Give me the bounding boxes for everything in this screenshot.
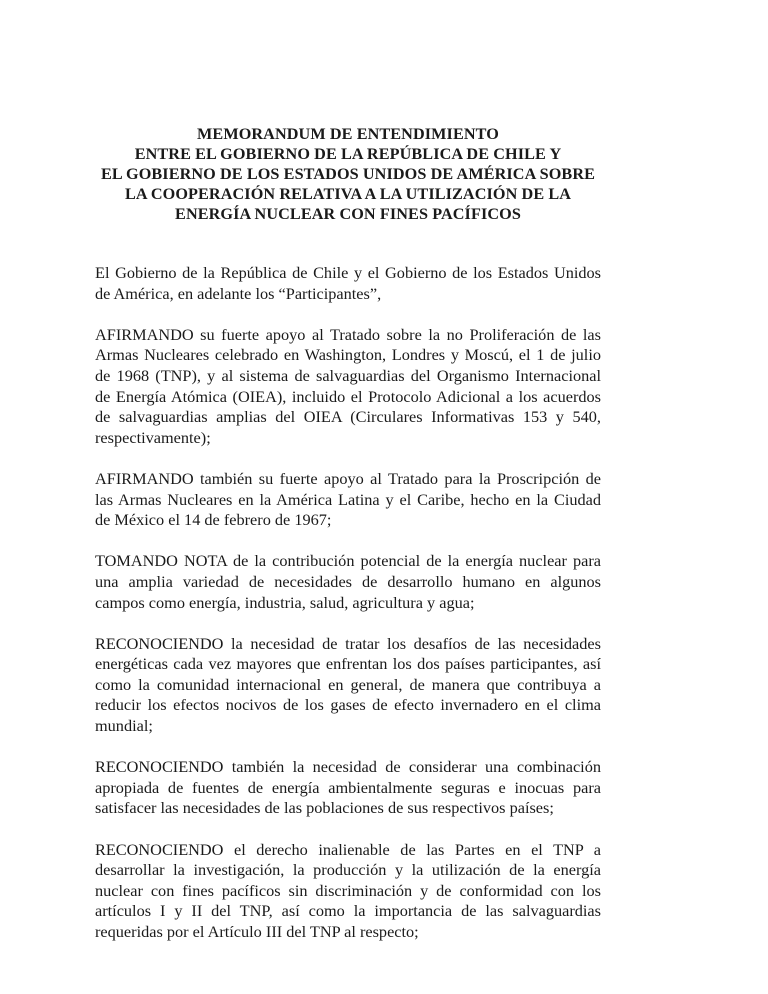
text-line: de Energía Atómica (OIEA), incluido el Protocolo Adicional a los acuerdos — [95, 386, 601, 406]
document-body — [95, 263, 601, 963]
text-line: TOMANDO NOTA de la contribución potencial de la energía nuclear para — [95, 551, 601, 571]
paragraph-reconociendo-derecho — [95, 840, 601, 943]
text-line: artículos I y II del TNP, así como la importancia de las salvaguardias — [95, 901, 601, 921]
document-title — [95, 124, 601, 224]
text-line: respectivamente); — [95, 427, 211, 447]
text-line: de México el 14 de febrero de 1967; — [95, 510, 332, 530]
title-line: MEMORANDUM DE ENTENDIMIENTO — [197, 125, 499, 143]
paragraph-tomando-nota — [95, 551, 601, 613]
text-line: de América, en adelante los “Participantes”, — [95, 283, 382, 303]
text-line: requeridas por el Artículo III del TNP al respecto; — [95, 922, 419, 941]
text-line: las Armas Nucleares en la América Latina y el Caribe, hecho en la Ciudad — [95, 489, 601, 509]
text-line: como la comunidad internacional en general, de manera que contribuya a — [95, 674, 601, 694]
text-line: El Gobierno de la República de Chile y el Gobierno de los Estados Unidos — [95, 263, 601, 282]
paragraph-afirmando-tlatelolco — [95, 469, 601, 531]
text-line: Armas Nucleares celebrado en Washington, Londres y Moscú, el 1 de julio — [95, 345, 601, 365]
title-line: ENTRE EL GOBIERNO DE LA REPÚBLICA DE CHILE Y — [134, 145, 562, 163]
text-line: de salvaguardias amplias del OIEA (Circulares Informativas 153 y 540, — [95, 407, 601, 427]
text-line: nuclear con fines pacíficos sin discriminación y de conformidad con los — [95, 880, 601, 900]
text-line: RECONOCIENDO la necesidad de tratar los desafíos de las necesidades — [95, 633, 601, 653]
title-line: LA COOPERACIÓN RELATIVA A LA UTILIZACIÓN DE LA — [124, 185, 572, 203]
paragraph-afirmando-tnp — [95, 325, 601, 449]
text-line: energéticas cada vez mayores que enfrentan los dos países participantes, así — [95, 654, 601, 674]
text-line: de 1968 (TNP), y al sistema de salvaguardias del Organismo Internacional — [95, 365, 601, 385]
paragraph-reconociendo-desafios — [95, 634, 601, 737]
paragraph-preamble — [95, 263, 601, 304]
text-line: satisfacer las necesidades de las poblaciones de sus respectivos países; — [95, 798, 554, 818]
text-line: AFIRMANDO su fuerte apoyo al Tratado sobre la no Proliferación de las — [95, 324, 601, 344]
text-line: AFIRMANDO también su fuerte apoyo al Tratado para la Proscripción de — [95, 468, 601, 488]
paragraph-reconociendo-combinacion — [95, 757, 601, 819]
title-line: ENERGÍA NUCLEAR CON FINES PACÍFICOS — [175, 205, 521, 223]
text-line: desarrollar la investigación, la producción y la utilización de la energía — [95, 860, 601, 880]
text-line: una amplia variedad de necesidades de desarrollo humano en algunos — [95, 571, 601, 591]
text-line: reducir los efectos nocivos de los gases de efecto invernadero en el clima — [95, 695, 601, 715]
text-line: RECONOCIENDO también la necesidad de considerar una combinación — [95, 757, 601, 777]
text-line: RECONOCIENDO el derecho inalienable de las Partes en el TNP a — [95, 839, 601, 859]
title-line: EL GOBIERNO DE LOS ESTADOS UNIDOS DE AMÉRICA SOBRE — [100, 165, 596, 183]
text-line: apropiada de fuentes de energía ambientalmente seguras e inocuas para — [95, 777, 601, 797]
text-line: mundial; — [95, 716, 153, 736]
text-line: campos como energía, industria, salud, agricultura y agua; — [95, 592, 475, 612]
